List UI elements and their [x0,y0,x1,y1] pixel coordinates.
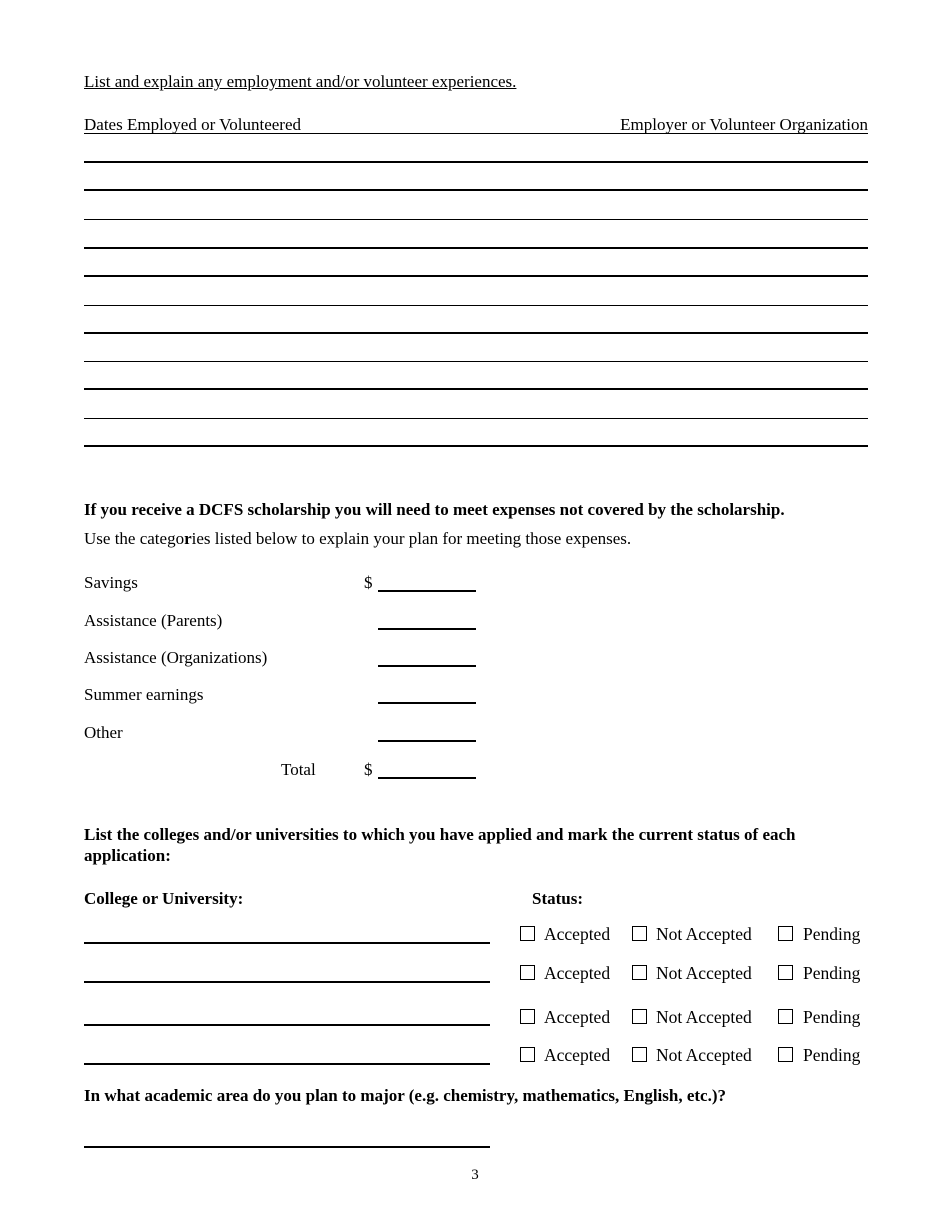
dates-column-header: Dates Employed or Volunteered [84,115,302,134]
major-question: In what academic area do you plan to major (e.g. chemistry, mathematics, English, etc.)? [84,1086,727,1105]
pending-checkbox[interactable] [778,1009,793,1024]
not-accepted-label: Not Accepted [656,924,752,944]
savings-dollar-sign: $ [364,573,373,592]
employment-entry-line[interactable] [84,219,868,220]
pending-checkbox[interactable] [778,965,793,980]
employment-entry-line[interactable] [84,388,868,390]
status-column-header: Status: [532,889,584,908]
other-amount-field[interactable] [378,740,476,742]
expenses-heading: If you receive a DCFS scholarship you will need to meet expenses not covered by the scholarship. [84,500,785,519]
page-number: 3 [471,1167,479,1183]
employer-column-header: Employer or Volunteer Organization [620,115,868,134]
accepted-label: Accepted [544,924,611,944]
organizations-assistance-label: Assistance (Organizations) [84,648,268,667]
accepted-label: Accepted [544,1007,611,1027]
expenses-instruction: Use the categories listed below to explain your plan for meeting those expenses. [84,529,632,548]
pending-label: Pending [803,1045,861,1065]
parents-assistance-amount-field[interactable] [378,628,476,630]
employment-entry-line[interactable] [84,275,868,277]
not-accepted-checkbox[interactable] [632,926,647,941]
college-column-header: College or University: [84,889,244,908]
pending-label: Pending [803,963,861,983]
not-accepted-label: Not Accepted [656,963,752,983]
pending-label: Pending [803,1007,861,1027]
employment-entry-line[interactable] [84,247,868,249]
total-label: Total [281,760,316,779]
other-label: Other [84,723,123,742]
employment-entry-line[interactable] [84,305,868,306]
colleges-heading: List the colleges and/or universities to which you have applied and mark the current status of each application: [84,825,796,865]
college-name-field[interactable] [84,1024,490,1026]
accepted-checkbox[interactable] [520,965,535,980]
not-accepted-label: Not Accepted [656,1045,752,1065]
college-name-field[interactable] [84,981,490,983]
savings-amount-field[interactable] [378,590,476,592]
employment-entry-line[interactable] [84,361,868,362]
pending-checkbox[interactable] [778,1047,793,1062]
summer-earnings-label: Summer earnings [84,685,204,704]
organizations-assistance-amount-field[interactable] [378,665,476,667]
employment-entry-line[interactable] [84,445,868,447]
summer-earnings-amount-field[interactable] [378,702,476,704]
header-underline [84,133,868,134]
accepted-checkbox[interactable] [520,1009,535,1024]
pending-label: Pending [803,924,861,944]
accepted-label: Accepted [544,1045,611,1065]
employment-entry-line[interactable] [84,189,868,191]
not-accepted-checkbox[interactable] [632,1047,647,1062]
total-dollar-sign: $ [364,760,373,779]
savings-label: Savings [84,573,138,592]
not-accepted-checkbox[interactable] [632,965,647,980]
not-accepted-label: Not Accepted [656,1007,752,1027]
employment-entry-line[interactable] [84,161,868,163]
college-name-field[interactable] [84,942,490,944]
accepted-label: Accepted [544,963,611,983]
employment-heading: List and explain any employment and/or volunteer experiences. [84,72,517,91]
total-amount-field[interactable] [378,777,476,779]
accepted-checkbox[interactable] [520,1047,535,1062]
not-accepted-checkbox[interactable] [632,1009,647,1024]
major-answer-field[interactable] [84,1146,490,1148]
accepted-checkbox[interactable] [520,926,535,941]
parents-assistance-label: Assistance (Parents) [84,611,223,630]
pending-checkbox[interactable] [778,926,793,941]
employment-entry-line[interactable] [84,332,868,334]
employment-entry-line[interactable] [84,418,868,419]
college-name-field[interactable] [84,1063,490,1065]
